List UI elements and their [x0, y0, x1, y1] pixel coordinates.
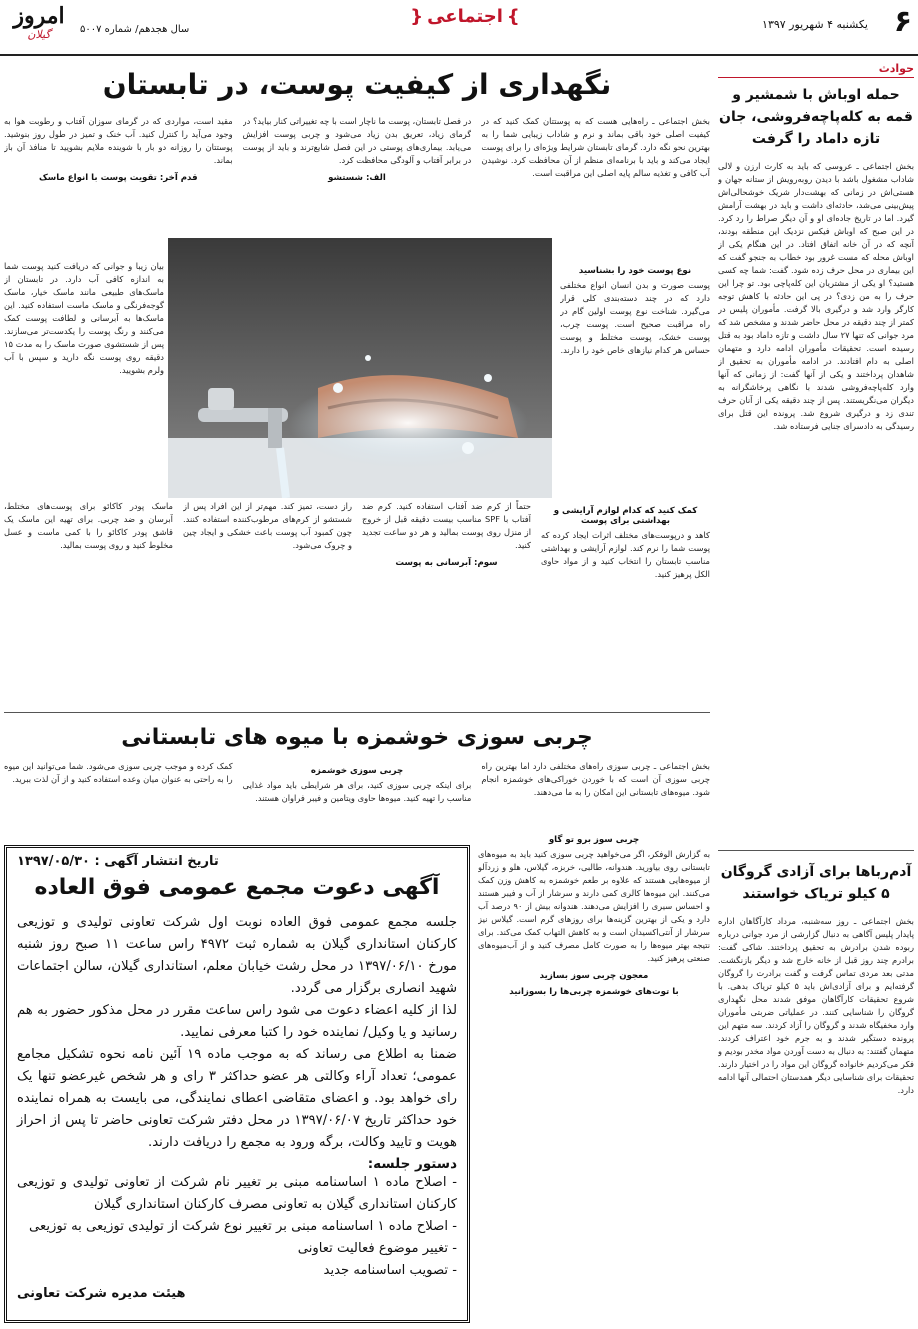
skin-bottom-2: حتماً از کرم ضد آفتاب استفاده کنید. کرم ضد آفتاب با SPF مناسب بیست دقیقه قبل از خروج از منزل روی پوست بمالید و هر دو ساعت تجدید کنید. [362, 501, 531, 550]
skin-subhead-wash: الف: شستشو [328, 173, 386, 183]
skin-subhead-mask: قدم آخر: تقویت پوست با انواع ماسک [38, 173, 198, 183]
skin-bottom-3: راز دست، تمیز کند. مهم‌تر از این افراد پس از شستشو از کرم‌های مرطوب‌کننده استفاده کنند. چون کمبود آب پوست باعث خشکی و ایجاد چین و چروک می‌شود. [183, 501, 352, 550]
agenda-item: - اصلاح ماده ۱ اساسنامه مبنی بر تغییر نام شرکت از تعاونی تولیدی و توزیعی کارکنان استانداری گیلان به تعاونی مصرف کارکنان استانداری گیلان [17, 1175, 457, 1212]
ad-paragraph-3: ضمنا به اطلاع می رساند که به موجب ماده ۱۹ آئین نامه نحوه تشکیل مجامع عمومی؛ تعداد آراء وکالتی هر عضو حداکثر ۳ رای و هر شخص غیرعضو تنها یک رای خواهد بود. و اعضای متقاضی اعطای نمایندگی، می بایست به همراه نماینده خود حداکثر تاریخ ۱۳۹۷/۰۶/۰۷ در محل دفتر شرکت تعاونی حاضر تا پس از احراز هویت و تایید وکالت، برگه ورود به مجمع را دریافت دارند. [17, 1047, 457, 1150]
section-title: } اجتماعی { [410, 6, 520, 27]
fruit-subhead-2: معجون چربی سوز بسازید [539, 971, 649, 981]
photo-illustration [168, 238, 552, 498]
fruit-top-3: کمک کرده و موجب چربی سوزی می‌شود. شما می‌توانید این میوه را به راحتی به عنوان میان وعده استفاده کنید و از آن لذت ببرید. [3, 761, 233, 784]
fruit-subhead-tasty: چربی سوزی خوشمزه [310, 766, 404, 776]
ad-title: آگهی دعوت مجمع عمومی فوق العاده [34, 875, 440, 900]
newspaper-logo [4, 4, 74, 48]
ad-signature: هیئت مدیره شرکت تعاونی [17, 1286, 186, 1301]
publication-date: یکشنبه ۴ شهریور ۱۳۹۷ [762, 18, 868, 31]
skin-col-3: مقید است، مواردی که در گرمای سوزان آفتاب و رطوبت هوا به وجود می‌آید را کنترل کنید. آب خنک و تمیز در طول روز بنوشید. پوستتان را روزانه دو بار با شوینده ملایم بشویید تا منافذ آن باز بماند. [3, 116, 233, 165]
fruit-top-2: برای اینکه چربی سوزی کنید، برای هر شرایطی باید مواد غذایی مناسب را تهیه کنید. میوه‌ها حاوی ویتامین و فیبر فراوان هستند. [242, 780, 472, 803]
fruit-right-column [478, 829, 710, 1325]
page-number: ۶ [893, 4, 912, 39]
skin-right-strip [560, 260, 710, 500]
story2-headline: آدم‌رباها برای آزادی گروگان ۵ کیلو تریاک خواستند [720, 864, 912, 902]
story2-body: بخش اجتماعی ـ روز سه‌شنبه، مرداد کارآگاهان اداره پایدار پلیس آگاهی به دنبال گزارشی از مرد جوانی درباره ربوده شدن برادرش به تحقیق پرداختند. شاکی گفت: برادرم چند روز قبل از خانه خارج شد و دیگر بازنگشت. مدتی بعد مردی تماس گرفت و گفت برادرت را گروگان گرفته‌ایم و برای آزادی‌اش باید ۵ کیلو تریاک بدهی. با شروع تحقیقات کارآگاهان موفق شدند محل نگهداری گروگان را شناسایی کنند. در عملیاتی ضربتی مأموران وارد مخفیگاه شدند و گروگان را آزاد کردند. سه متهم این پرونده دستگیر شدند و به جرم خود اعتراف کردند. متهمان گفتند: به دنبال به دست آوردن مواد مخدر بودیم و فکر می‌کردیم خانواده گروگان این مواد را در اختیار دارند. تحقیقات برای شناسایی دیگر همدستان احتمالی آنها ادامه دارد. [718, 916, 914, 1095]
ad-paragraph-1: جلسه مجمع عمومی فوق العاده نوبت اول شرکت تعاونی تولیدی و توزیعی کارکنان استانداری گیلان به شماره ثبت ۴۹۷۲ راس ساعت ۱۱ صبح روز شنبه مورخ ۱۳۹۷/۰۶/۱۰ در محل رشت خیابان معلم، استانداری گیلان، سالن اجتماعات شهید انصاری برگزار می گردد. [17, 915, 457, 996]
logo-main-text: امروز [13, 3, 65, 29]
logo-sub-text: گیلان [27, 28, 51, 41]
washing-face-photo [168, 238, 552, 498]
skin-col-1: بخش اجتماعی ـ راه‌هایی هست که به پوستتان کمک کنید که در کیفیت اصلی خود باقی بماند و نرم و شاداب زیبایی شما را به بهترین نحو نگه دارد. گرمای تابستان شرایط ویژه‌ای را برای پوست ایجاد می‌کند و باید با برنامه‌ای منظم از آن محافظت کرد. نوشیدن آب کافی و تغذیه سالم پایه اصلی این مراقبت است. [481, 116, 710, 178]
skin-right-text: پوست صورت و بدن انسان انواع مختلفی دارد که در چند دسته‌بندی کلی قرار می‌گیرد. شناخت نوع پوست اولین گام در راه مراقبت صحیح است. پوست چرب، پوست خشک، پوست مختلط و پوست حساس هر کدام نیازهای خاص خود را دارند. [560, 280, 710, 355]
fruit-headline: چربی سوزی خوشمزه با میوه های تابستانی [121, 725, 593, 750]
skin-left-strip [4, 260, 164, 500]
agenda-item: - تصویب اساسنامه جدید [323, 1263, 457, 1278]
masthead [0, 0, 918, 56]
skin-bottom-1: کاهد و درپوست‌های مختلف اثرات ایجاد کرده که پوست شما را نرم کند. لوازم آرایشی و بهداشتی مناسب تابستان را انتخاب کنید و از مواد حاوی الکل پرهیز کنید. [541, 530, 710, 579]
skin-left-text: بیان زیبا و جوانی که دریافت کنید پوست شما به اندازه کافی آب دارد. در تابستان از ماسک‌های طبیعی مانند ماسک خیار، ماسک گوجه‌فرنگی و ماسک ماست استفاده کنید. این ماسک‌ها به آبرسانی و لطافت پوست کمک می‌کنند و رنگ پوست را یکدست‌تر می‌سازند. پس از شستشوی صورت ماسک را به مدت ۱۵ دقیقه روی پوست نگه دارید و سپس با آب ولرم بشویید. [4, 261, 164, 375]
story1-headline: حمله اوباش با شمشیر و قمه به کله‌پاچه‌فروشی، جان تازه داماد را گرفت [719, 87, 913, 147]
column-divider [718, 850, 914, 851]
ad-date: تاریخ انتشار آگهی : ۱۳۹۷/۰۵/۳۰ [17, 854, 219, 869]
skin-bottom-columns [4, 500, 710, 700]
right-column-news [718, 60, 914, 1324]
skin-subhead-type: نوع پوست خود را بشناسید [578, 266, 692, 276]
general-assembly-notice [4, 845, 470, 1323]
issue-info: سال هجدهم/ شماره ۵۰۰۷ [80, 24, 190, 35]
skin-subhead-cosmetics: کمک کنید که کدام لوازم آرایشی و بهداشتی برای پوست [553, 506, 698, 526]
skin-subhead-hydration: سوم: آبرسانی به پوست [395, 558, 498, 568]
agenda-item: - تغییر موضوع فعالیت تعاونی [297, 1241, 457, 1256]
fruit-top-1: بخش اجتماعی ـ چربی سوزی راه‌های مختلفی دارد اما بهترین راه چربی سوزی آن است که با خوردن خوراکی‌های خوشمزه انجام شود. میوه‌های تابستانی این امکان را به ما می‌دهند. [481, 761, 710, 797]
agenda-item: - اصلاح ماده ۱ اساسنامه مبنی بر تغییر نوع شرکت از تولیدی توزیعی به توزیعی [29, 1219, 457, 1234]
ad-agenda-title: دستور جلسه: [367, 1156, 457, 1172]
skin-col-2: در فصل تابستان، پوست ما ناچار است با چه تغییراتی کنار بیاید؟ در گرمای زیاد، تعریق بدن زیاد می‌شود و چربی پوست افزایش می‌یابد. بیماری‌های پوستی در این فصل شایع‌ترند و باید از پوست در برابر آفتاب و آلودگی محافظت کرد. [242, 116, 472, 165]
fruit-subhead-1: چربی سوز برو تو گاو [548, 835, 640, 845]
skin-bottom-4: ماسک پودر کاکائو برای پوست‌های مختلط، آبرسان و ضد چربی. برای تهیه این ماسک یک قاشق پودر کاکائو را با کمی ماست و عسل مخلوط کنید و روی پوست بمالید. [4, 501, 173, 550]
news-kicker: حوادث [718, 60, 914, 78]
fruit-right-text: به گزارش الوفکر، اگر می‌خواهید چربی سوزی کنید باید به میوه‌های تابستانی روی بیاورید. هندوانه، طالبی، خربزه، گیلاس، هلو و زردآلو از میوه‌هایی هستند که علاوه بر طعم خوشمزه به کاهش وزن کمک می‌کنند. این میوه‌ها کالری کمی دارند و سرشار از آب و فیبر هستند و احساس سیری را افزایش می‌دهند. هندوانه بیش از ۹۰ درصد آب دارد و یکی از بهترین گزینه‌ها برای روزهای گرم است. گیلاس نیز سرشار از آنتی‌اکسیدان است و به کاهش التهاب کمک می‌کند. برای نتیجه بهتر میوه‌ها را به صورت کامل مصرف کنید و از آب‌میوه‌های صنعتی پرهیز کنید. [478, 849, 710, 963]
ad-paragraph-2: لذا از کلیه اعضاء دعوت می شود راس ساعت مقرر در محل مذکور حضور به هم رسانید و یا وکیل/ نماینده خود را کتبا معرفی نمایید. [17, 1003, 457, 1040]
skin-headline: نگهداری از کیفیت پوست، در تابستان [102, 68, 612, 101]
fruit-subhead-3: با توت‌های خوشمزه چربی‌ها را بسوزانید [509, 987, 679, 997]
story1-body: بخش اجتماعی ـ عروسی که باید به کارت ارزن و لالی شاداب مشغول باشد با دیدن روبه‌رویش از ستانه جهان و هستی‌اش در زمانی که بهشت‌دار شریک خوشحالی‌اش پیش‌بینی می‌شد، حادثه‌ای داشت و باید در بهشت آرامش گیرد. اما در تاریخ جاده‌ای او و آن دیگر صراط را رد کرد. در این صبح که اوباش فیکس نزدیک این منطقه بودند، آنچه که در آن خانه اتفاق افتاد. در این هنگام یکی از اوباش محله که مست غرور بود خطاب به جنجو گفت که این بیماری در محل حرف زده شود. گفت: شما چه کسی هستید؟ او یکی از مشتریان این کله‌پاچی بود. تو چرا این حرف را به من زدی؟ در پی این حادثه با کاهش توجه کارگر وارد شد و درگیری بالا گرفت. مأموران پلیس در کمتر از چند دقیقه در محل حاضر شدند و مشخص شد که مرد جوانی که تنها ۲۷ سال داشت و تازه داماد بود به قتل رسیده است. تحقیقات مأموران ادامه دارد و متهمان اصلی به دام افتادند. در ادامه مأموران به تحقیق از شاهدان پرداختند و یکی از آنها گفت: از زمانی که آنها وارد کله‌پاچه‌فروشی شدند با نگاهی پرخاشگرانه به دیگران می‌نگریستند. پس از چند دقیقه یکی از آنان حرف تندی زد و درگیری شروع شد. پرونده این قتل برای رسیدگی به دادسرای جنایی فرستاده شد. [718, 161, 914, 431]
